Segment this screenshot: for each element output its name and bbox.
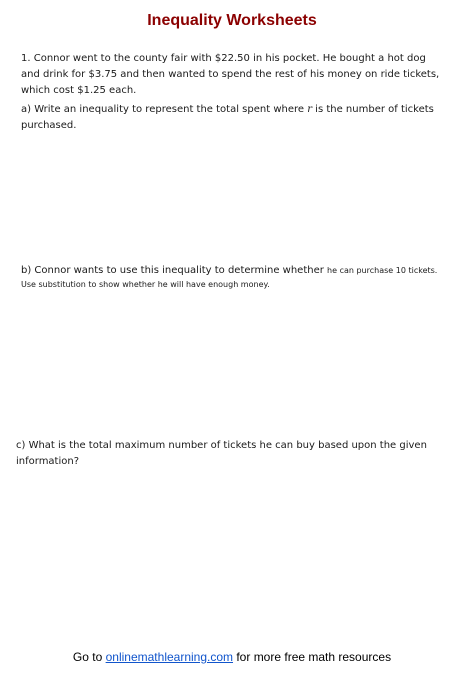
part-b-text-main: b) Connor wants to use this inequality to determine whether — [21, 265, 328, 276]
question-1-text: 1. Connor went to the county fair with $22.50 in his pocket. He bought a hot dog and drink for $3.75 and then wanted to spend the rest of his money on ride tickets, which cost $1.25 each. — [21, 53, 440, 96]
part-a-text-after: is the number of tickets purchased. — [21, 104, 434, 131]
footer-link[interactable]: onlinemathlearning.com — [105, 650, 234, 664]
part-a-variable: r — [307, 104, 312, 115]
question-part-c: c) What is the total maximum number of tickets he can buy based upon the given information? — [16, 440, 427, 467]
question-part-a — [21, 102, 446, 134]
footer-suffix: for more free math resources — [233, 650, 392, 664]
footer — [0, 650, 464, 664]
page-title: Inequality Worksheets — [147, 12, 317, 29]
question-part-b — [21, 264, 446, 292]
part-b-text-small: he can purchase 10 tickets. Use substitution to show whether he will have enough money. — [21, 266, 438, 289]
part-a-text-before: a) Write an inequality to represent the total spent where — [21, 104, 308, 115]
footer-prefix: Go to — [72, 650, 106, 664]
